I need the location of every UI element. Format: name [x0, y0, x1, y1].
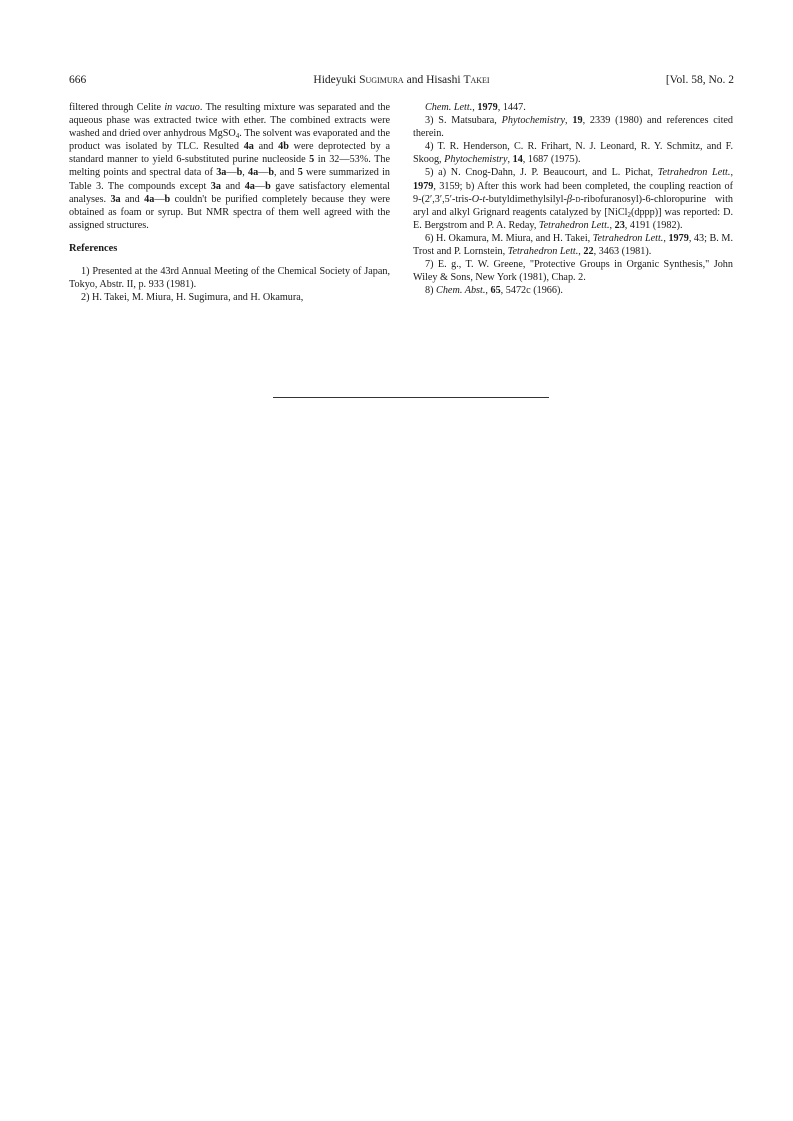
- right-column: [413, 101, 733, 297]
- running-header: [69, 74, 734, 90]
- volume-issue: [Vol. 58, No. 2: [665, 74, 734, 86]
- body-paragraph: filtered through Celite in vacuo. The resulting mixture was separated and the aqueous phase was extracted twice with ether. The combined extracts were washed and dried over anhydrous MgSO$_4$. The solvent was evaporated and the product was isolated by TLC. Resulted 4a and 4b were deprotected by a standard manner to yield 6-substituted purine nucleoside 5 in 32—53%. The melting points and spectral data of 3a—b, 4a—b, and 5 were summarized in Table 3. The compounds except 3a and 4a—b gave satisfactory elemental analyses. 3a and 4a—b couldn't be purified completely because they were obtained as foam or syrup. But NMR spectra of them well agreed with the assigned structures.: [69, 102, 391, 231]
- reference-4: 4) T. R. Henderson, C. R. Frihart, N. J. Leonard, R. Y. Schmitz, and F. Skoog, Phytochemistry, 14, 1687 (1975).: [413, 141, 733, 166]
- author-1-given: Hideyuki: [313, 74, 360, 86]
- author-2-family: Takei: [463, 74, 490, 86]
- reference-8: 8) Chem. Abst., 65, 5472c (1966).: [425, 285, 563, 297]
- reference-5: 5) a) N. Cnog-Dahn, J. P. Beaucourt, and L. Pichat, Tetrahedron Lett., 1979, 3159; b) After this work had been completed, the coupling reaction of 9-(2′,3′,5′-tris-O-t-butyldimethylsilyl-β-d-ribofuranosyl)-6-chloropurine with aryl and alkyl Grignard reagents catalyzed by [NiCl$_2$(dppp)] was reported: D. E. Bergstrom and P. A. Reday, Tetrahedron Lett., 23, 4191 (1982).: [413, 167, 734, 231]
- end-rule: [273, 397, 549, 398]
- reference-2-continued: Chem. Lett., 1979, 1447.: [425, 102, 526, 113]
- running-title: [69, 74, 734, 86]
- page-number: 666: [69, 74, 87, 86]
- reference-7: 7) E. g., T. W. Greene, "Protective Groups in Organic Synthesis," John Wiley & Sons, New York (1981), Chap. 2.: [413, 259, 733, 284]
- reference-1: 1) Presented at the 43rd Annual Meeting of the Chemical Society of Japan, Tokyo, Abstr. II, p. 933 (1981).: [69, 266, 390, 291]
- references-heading: References: [69, 242, 118, 254]
- reference-2: 2) H. Takei, M. Miura, H. Sugimura, and H. Okamura,: [81, 292, 304, 304]
- reference-6: 6) H. Okamura, M. Miura, and H. Takei, Tetrahedron Lett., 1979, 43; B. M. Trost and P. Lornstein, Tetrahedron Lett., 22, 3463 (1981).: [413, 232, 733, 258]
- reference-3: 3) S. Matsubara, Phytochemistry, 19, 2339 (1980) and references cited therein.: [413, 115, 734, 140]
- author-1-family: Sugimura: [359, 74, 404, 86]
- author-join: and Hisashi: [403, 74, 464, 86]
- left-column: [69, 101, 390, 304]
